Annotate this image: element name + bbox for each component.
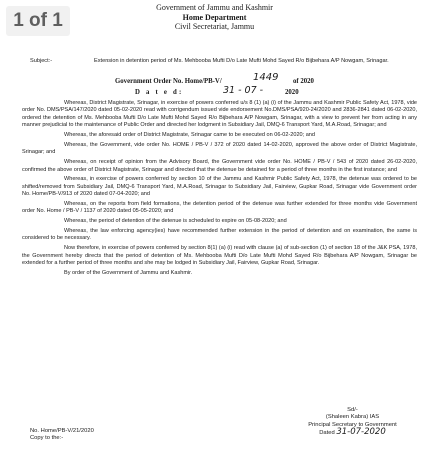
order-date-line [135, 85, 299, 96]
page-indicator: 1 of 1 [6, 6, 70, 36]
signature-date-handwritten: 31-07-2020 [336, 427, 386, 438]
department-name: Home Department [182, 12, 247, 22]
document-footer [30, 428, 94, 443]
paragraph: By order of the Government of Jammu and Kashmir. [64, 269, 193, 276]
reference-number: No. Home/PB-V/21/2020 [30, 428, 94, 434]
paragraph: Whereas, the aforesaid order of District Magistrate, Srinagar came to be executed on 06-02-2020; and [64, 132, 315, 139]
order-number-suffix: of 2020 [293, 78, 314, 85]
government-name: Government of Jammu and Kashmir [156, 3, 273, 12]
order-dated-label: D a t e d: [135, 89, 184, 96]
order-body [22, 100, 417, 279]
paragraph: Whereas, on the reports from field formations, the detention period of the detenue was further extended for three months vide Government order No. Home / PB-V / 1137 of 2020 dated 05-05-2020; and [22, 200, 417, 215]
signature-dated-label: Dated [319, 430, 335, 437]
paragraph: Now therefore, in exercise of powers conferred by section 8(1) (a) (i) read with clause (a) of sub-section (1) of section 18 of the J&K PSA, 1978, the Government hereby directs that the period of detention of Ms. Mehbooba Mufti D/o Late Mufti Mohd Sayed R/o Bijbehara A/P Nowgam, Srinagar be extended for a further period of three months and she may be lodged in Subsidiary Jail, Fairview, Gupkar Road, Srinagar. [22, 245, 417, 266]
order-number-prefix: Government Order No. Home/PB-V/ [115, 78, 222, 85]
paragraph: Whereas, District Magistrate, Srinagar, in exercise of powers conferred u/s 8 (1) (a) (i) of the Jammu and Kashmir Public Safety Act, 1978, vide order No. DMS/PSA/147/2020 dated 05-02-2020 read with corrigendum issued vide endorsement No.DMS/PSA/920-24/2020 and 2836-2841 dated 06-02-2020, ordered the detention of Ms. Mehbooba Mufti D/o Late Mufti Mohd Sayed R/o Bijbehara A/P Nowgam, Srinagar, with a view to prevent her from acting in any manner prejudicial to the maintenance of Public Order and directed her lodgment in Subsidiary Jail, DMQ-6 Transport Yard, M.A.Road, Srinagar; and [22, 100, 417, 129]
signature-date-line [290, 429, 415, 437]
paragraph: Whereas, the law enforcing agency(ies) have recommended further extension in the period of detention and on examination, the same is considered to be necessary. [22, 227, 417, 242]
paragraph: Whereas, on receipt of opinion from the Advisory Board, the Government vide order No. HOME / PB-V / 543 of 2020 dated 26-02-2020, confirmed the above order of District Magistrate, Srinagar and directed that the detenue be detained for a period of three months in the first instance; and [22, 159, 417, 173]
signatory-title: Principal Secretary to Government [308, 421, 397, 428]
order-number-handwritten: 1449 [253, 72, 279, 83]
copy-to-label: Copy to the:- [30, 435, 64, 442]
document-header [0, 3, 429, 32]
order-date-year: 2020 [285, 89, 299, 96]
signed-mark: Sd/- [347, 407, 358, 413]
paragraph: Whereas, the period of detention of the detenue is scheduled to expire on 05-08-2020; and [64, 218, 287, 225]
secretariat-name: Civil Secretariat, Jammu [174, 22, 255, 31]
signatory-name: (Shaleen Kabra) IAS [325, 414, 380, 421]
subject-label: Subject:- [30, 58, 53, 64]
paragraph: Whereas, in exercise of powers conferred by section 10 of the Jammu and Kashmir Public Safety Act, 1978, the detenue was ordered to be shifted/removed from Subsidiary Jail, DMQ-6 Transport Yard, M.A.Road, Srinagar to Subsidiary Jail, Fairview, Gupkar Road, Srinagar vide Government order No. Home/PB-V/913 of 2020 dated 07-04-2020; and [22, 176, 417, 198]
subject-text: Extension in detention period of Ms. Mehbooba Mufti D/o Late Mufti Mohd Sayed R/o Bijbehara A/P Nowgam, Srinagar. [94, 58, 389, 64]
order-date-handwritten: 31 - 07 - [223, 85, 264, 96]
signature-block [290, 407, 415, 438]
order-number-line [115, 72, 314, 85]
paragraph: Whereas, the Government, vide order No. HOME / PB-V / 372 of 2020 dated 14-02-2020, approved the above order of District Magistrate, Srinagar; and [22, 141, 417, 156]
